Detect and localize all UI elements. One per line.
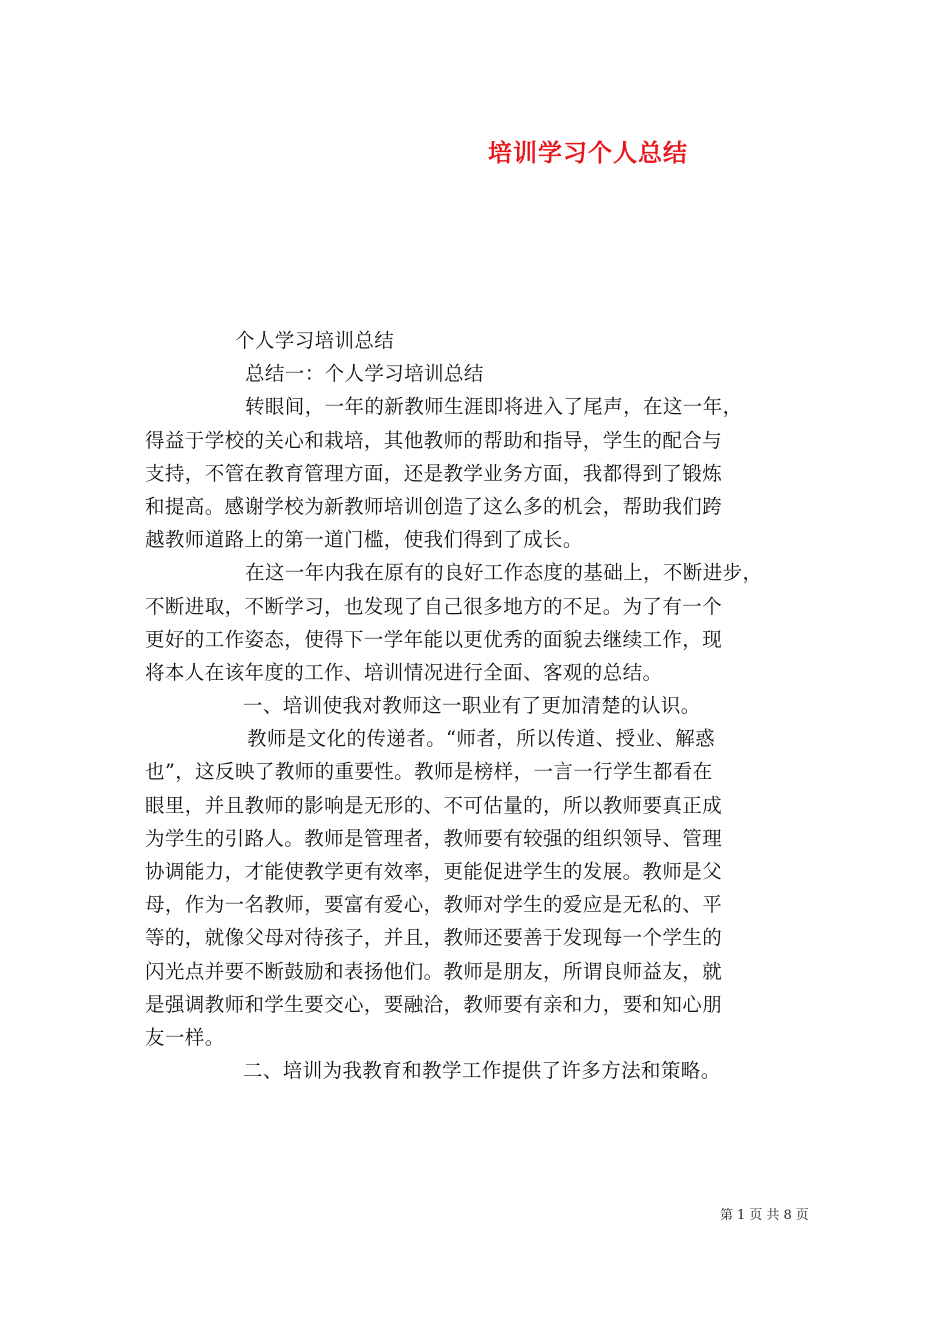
line-text: 闪光点并要不断鼓励和表扬他们。教师是朋友，所谓良师益友，就 (145, 959, 723, 983)
current-page-number: 1 (737, 1208, 746, 1223)
text-line (145, 490, 825, 523)
line-text: 总结一：个人学习培训总结 (245, 362, 484, 386)
line-text: 在这一年内我在原有的良好工作态度的基础上，不断进步， (245, 561, 763, 585)
line-text: 眼里，并且教师的影响是无形的、不可估量的，所以教师要真正成 (145, 793, 723, 817)
line-text: 个人学习培训总结 (235, 329, 395, 352)
text-line (145, 623, 825, 656)
text-line (145, 556, 825, 589)
text-line (145, 955, 825, 988)
line-text: 等的，就像父母对待孩子，并且，教师还要善于发现每一个学生的 (145, 926, 723, 950)
line-text: 转眼间，一年的新教师生涯即将进入了尾声，在这一年， (245, 395, 743, 419)
line-text: 一、培训使我对教师这一职业有了更加清楚的认识。 (243, 694, 701, 718)
line-text: 得益于学校的关心和栽培，其他教师的帮助和指导，学生的配合与 (145, 428, 723, 452)
section-heading (145, 689, 825, 722)
text-line (145, 722, 825, 755)
line-text: 和提高。感谢学校为新教师培训创造了这么多的机会，帮助我们跨 (145, 494, 723, 518)
line-text: 友一样。 (145, 1025, 225, 1049)
text-line (145, 822, 825, 855)
text-line (145, 523, 825, 556)
text-line (145, 789, 825, 822)
line-text: 协调能力，才能使教学更有效率，更能促进学生的发展。教师是父 (145, 860, 723, 883)
text-line (145, 656, 825, 689)
document-title: 培训学习个人总结 (488, 138, 688, 167)
text-line (145, 357, 825, 390)
section-heading (145, 1054, 825, 1087)
line-text: 是强调教师和学生要交心，要融洽，教师要有亲和力，要和知心朋 (145, 992, 723, 1016)
text-line (145, 1021, 825, 1054)
footer-middle: 页 共 (749, 1208, 780, 1223)
text-line (145, 590, 825, 623)
text-line (145, 324, 825, 357)
text-line (145, 457, 825, 490)
text-line (145, 988, 825, 1021)
line-text: 支持，不管在教育管理方面，还是教学业务方面，我都得到了锻炼 (145, 461, 723, 485)
text-line (145, 888, 825, 921)
total-pages-number: 8 (783, 1208, 792, 1223)
line-text: 二、培训为我教育和教学工作提供了许多方法和策略。 (243, 1059, 721, 1083)
line-text: 不断进取，不断学习，也发现了自己很多地方的不足。为了有一个 (145, 594, 723, 618)
line-text: 越教师道路上的第一道门槛，使我们得到了成长。 (145, 528, 583, 552)
text-line (145, 921, 825, 954)
line-text: 更好的工作姿态，使得下一学年能以更优秀的面貌去继续工作，现 (145, 627, 723, 651)
line-text: 母，作为一名教师，要富有爱心，教师对学生的爱应是无私的、平 (145, 893, 723, 917)
text-line (145, 390, 825, 423)
footer-suffix: 页 (795, 1208, 809, 1223)
text-line (145, 855, 825, 888)
line-text: 将本人在该年度的工作、培训情况进行全面、客观的总结。 (145, 660, 663, 684)
page-footer (718, 1204, 811, 1223)
text-line (145, 424, 825, 457)
document-body (145, 324, 825, 1087)
line-text: 教师是文化的传递者。“师者，所以传道、授业、解惑 (247, 727, 716, 751)
line-text: 为学生的引路人。教师是管理者，教师要有较强的组织领导、管理 (145, 826, 723, 850)
text-line (145, 755, 825, 788)
footer-prefix: 第 (720, 1208, 734, 1223)
line-text: 也”，这反映了教师的重要性。教师是榜样，一言一行学生都看在 (145, 760, 713, 784)
